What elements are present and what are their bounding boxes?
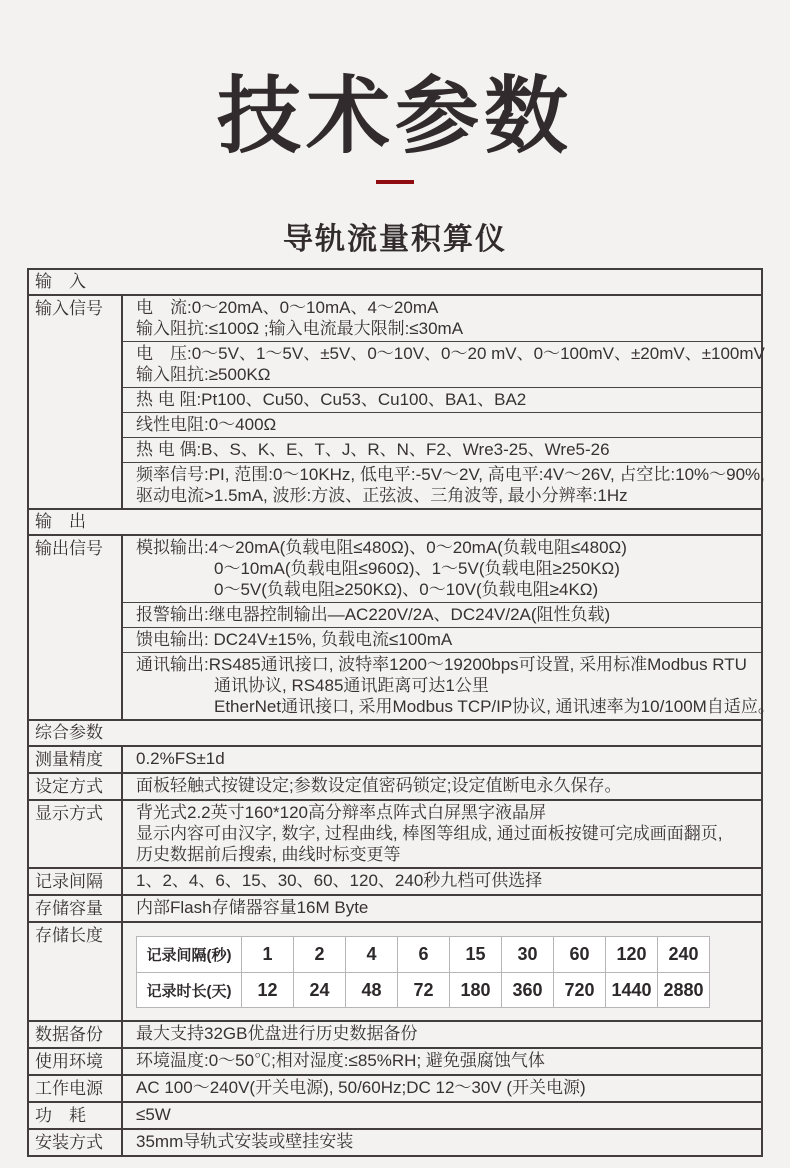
input-thermocouple-spec: 热 电 偶:B、S、K、E、T、J、R、N、F2、Wre3-25、Wre5-26 xyxy=(123,437,761,462)
row-setting-method xyxy=(29,772,761,799)
row-environment xyxy=(29,1047,761,1074)
row-label: 存储长度 xyxy=(29,923,123,1020)
storage-duration-cell: 24 xyxy=(293,972,345,1007)
row-power-consumption xyxy=(29,1101,761,1128)
input-rtd-spec: 热 电 阻:Pt100、Cu50、Cu53、Cu100、BA1、BA2 xyxy=(123,387,761,412)
output-feed-spec: 馈电输出: DC24V±15%, 负载电流≤100mA xyxy=(123,627,761,652)
storage-interval-cell: 6 xyxy=(397,937,449,972)
accent-dash-divider xyxy=(376,180,414,184)
section-row-input: 输 入 xyxy=(35,272,86,291)
row-storage-length xyxy=(29,921,761,1020)
storage-duration-header: 记录时长(天) xyxy=(137,972,241,1007)
row-mounting xyxy=(29,1128,761,1155)
mounting-value: 35mm导轨式安装或壁挂安装 xyxy=(136,1132,354,1151)
row-storage-capacity xyxy=(29,894,761,921)
storage-duration-cell: 360 xyxy=(501,972,553,1007)
storage-interval-cell: 2 xyxy=(293,937,345,972)
storage-duration-cell: 2880 xyxy=(657,972,709,1007)
row-label: 输入信号 xyxy=(29,296,123,508)
storage-duration-cell: 48 xyxy=(345,972,397,1007)
data-backup-value: 最大支持32GB优盘进行历史数据备份 xyxy=(136,1024,418,1043)
environment-value: 环境温度:0～50℃;相对湿度:≤85%RH; 避免强腐蚀气体 xyxy=(136,1051,545,1070)
section-row-output: 输 出 xyxy=(29,508,761,534)
storage-interval-cell: 4 xyxy=(345,937,397,972)
storage-interval-cell: 1 xyxy=(241,937,293,972)
storage-interval-cell: 30 xyxy=(501,937,553,972)
input-linear-resistance-spec: 线性电阻:0～400Ω xyxy=(123,412,761,437)
row-output-signal xyxy=(29,534,775,719)
storage-interval-header: 记录间隔(秒) xyxy=(146,947,232,964)
storage-duration-cell: 12 xyxy=(241,972,293,1007)
row-input-signal xyxy=(29,294,765,508)
storage-duration-cell: 1440 xyxy=(605,972,657,1007)
row-label: 输出信号 xyxy=(29,536,123,719)
row-label: 测量精度 xyxy=(29,747,123,772)
row-label: 工作电源 xyxy=(29,1076,123,1101)
storage-interval-cell: 240 xyxy=(657,937,709,972)
output-comm-spec: 通讯输出:RS485通讯接口, 波特率1200～19200bps可设置, 采用标准Modbus RTU 通讯协议, RS485通讯距离可达1公里 EtherNet通讯接口, 采用Modbus TCP/IP协议, 通讯速率为10/100M自适应。 xyxy=(123,652,761,719)
output-analog-spec: 模拟输出:4～20mA(负载电阻≤480Ω)、0～20mA(负载电阻≤480Ω) 0～10mA(负载电阻≤960Ω)、1～5V(负载电阻≥250KΩ) 0～5V(负载电阻≥250KΩ)、0～10V(负载电阻≥4KΩ) xyxy=(136,538,627,599)
storage-capacity-value: 内部Flash存储器容量16M Byte xyxy=(136,898,369,917)
product-subtitle: 导轨流量积算仪 xyxy=(283,223,507,256)
row-label: 显示方式 xyxy=(29,801,123,867)
row-label: 数据备份 xyxy=(29,1022,123,1047)
storage-duration-cell: 720 xyxy=(553,972,605,1007)
setting-method-value: 面板轻触式按键设定;参数设定值密码锁定;设定值断电永久保存。 xyxy=(136,776,622,795)
row-label: 使用环境 xyxy=(29,1049,123,1074)
power-consumption-value: ≤5W xyxy=(136,1105,171,1124)
row-display-method xyxy=(29,799,761,867)
storage-interval-cell: 120 xyxy=(605,937,657,972)
row-accuracy xyxy=(29,745,761,772)
row-label: 记录间隔 xyxy=(29,869,123,894)
storage-interval-cell: 60 xyxy=(553,937,605,972)
row-label: 存储容量 xyxy=(29,896,123,921)
input-frequency-spec: 频率信号:PI, 范围:0～10KHz, 低电平:-5V～2V, 高电平:4V～26V, 占空比:10%～90%, 驱动电流>1.5mA, 波形:方波、正弦波、三角波等, 最小分辨率:1Hz xyxy=(123,462,761,508)
storage-duration-cell: 72 xyxy=(397,972,449,1007)
accuracy-value: 0.2%FS±1d xyxy=(136,749,225,768)
row-label: 设定方式 xyxy=(29,774,123,799)
input-voltage-spec: 电 压:0～5V、1～5V、±5V、0～10V、0～20 mV、0～100mV、±20mV、±100mV 输入阻抗:≥500KΩ xyxy=(123,341,761,387)
output-alarm-spec: 报警输出:继电器控制输出—AC220V/2A、DC24V/2A(阻性负载) xyxy=(123,602,761,627)
storage-interval-cell: 15 xyxy=(449,937,501,972)
row-record-interval xyxy=(29,867,761,894)
power-supply-value: AC 100～240V(开关电源), 50/60Hz;DC 12～30V (开关电源) xyxy=(136,1078,586,1097)
row-label: 功 耗 xyxy=(29,1103,123,1128)
storage-duration-cell: 180 xyxy=(449,972,501,1007)
page-title: 技术参数 xyxy=(216,69,573,163)
row-data-backup xyxy=(29,1020,761,1047)
record-interval-value: 1、2、4、6、15、30、60、120、240秒九档可供选择 xyxy=(136,871,543,890)
row-label: 安装方式 xyxy=(29,1130,123,1155)
spec-table xyxy=(27,268,775,1157)
display-method-spec: 背光式2.2英寸160*120高分辩率点阵式白屏黑字液晶屏 显示内容可由汉字, 数字, 过程曲线, 棒图等组成, 通过面板按键可完成画面翻页, 历史数据前后搜索, 曲线时标变更等 xyxy=(136,803,723,864)
input-current-spec: 电 流:0～20mA、0～10mA、4～20mA 输入阻抗:≤100Ω ;输入电流最大限制:≤30mA xyxy=(136,298,464,338)
row-power-supply xyxy=(29,1074,761,1101)
storage-length-table xyxy=(136,936,710,1008)
section-row-general: 综合参数 xyxy=(29,719,761,745)
